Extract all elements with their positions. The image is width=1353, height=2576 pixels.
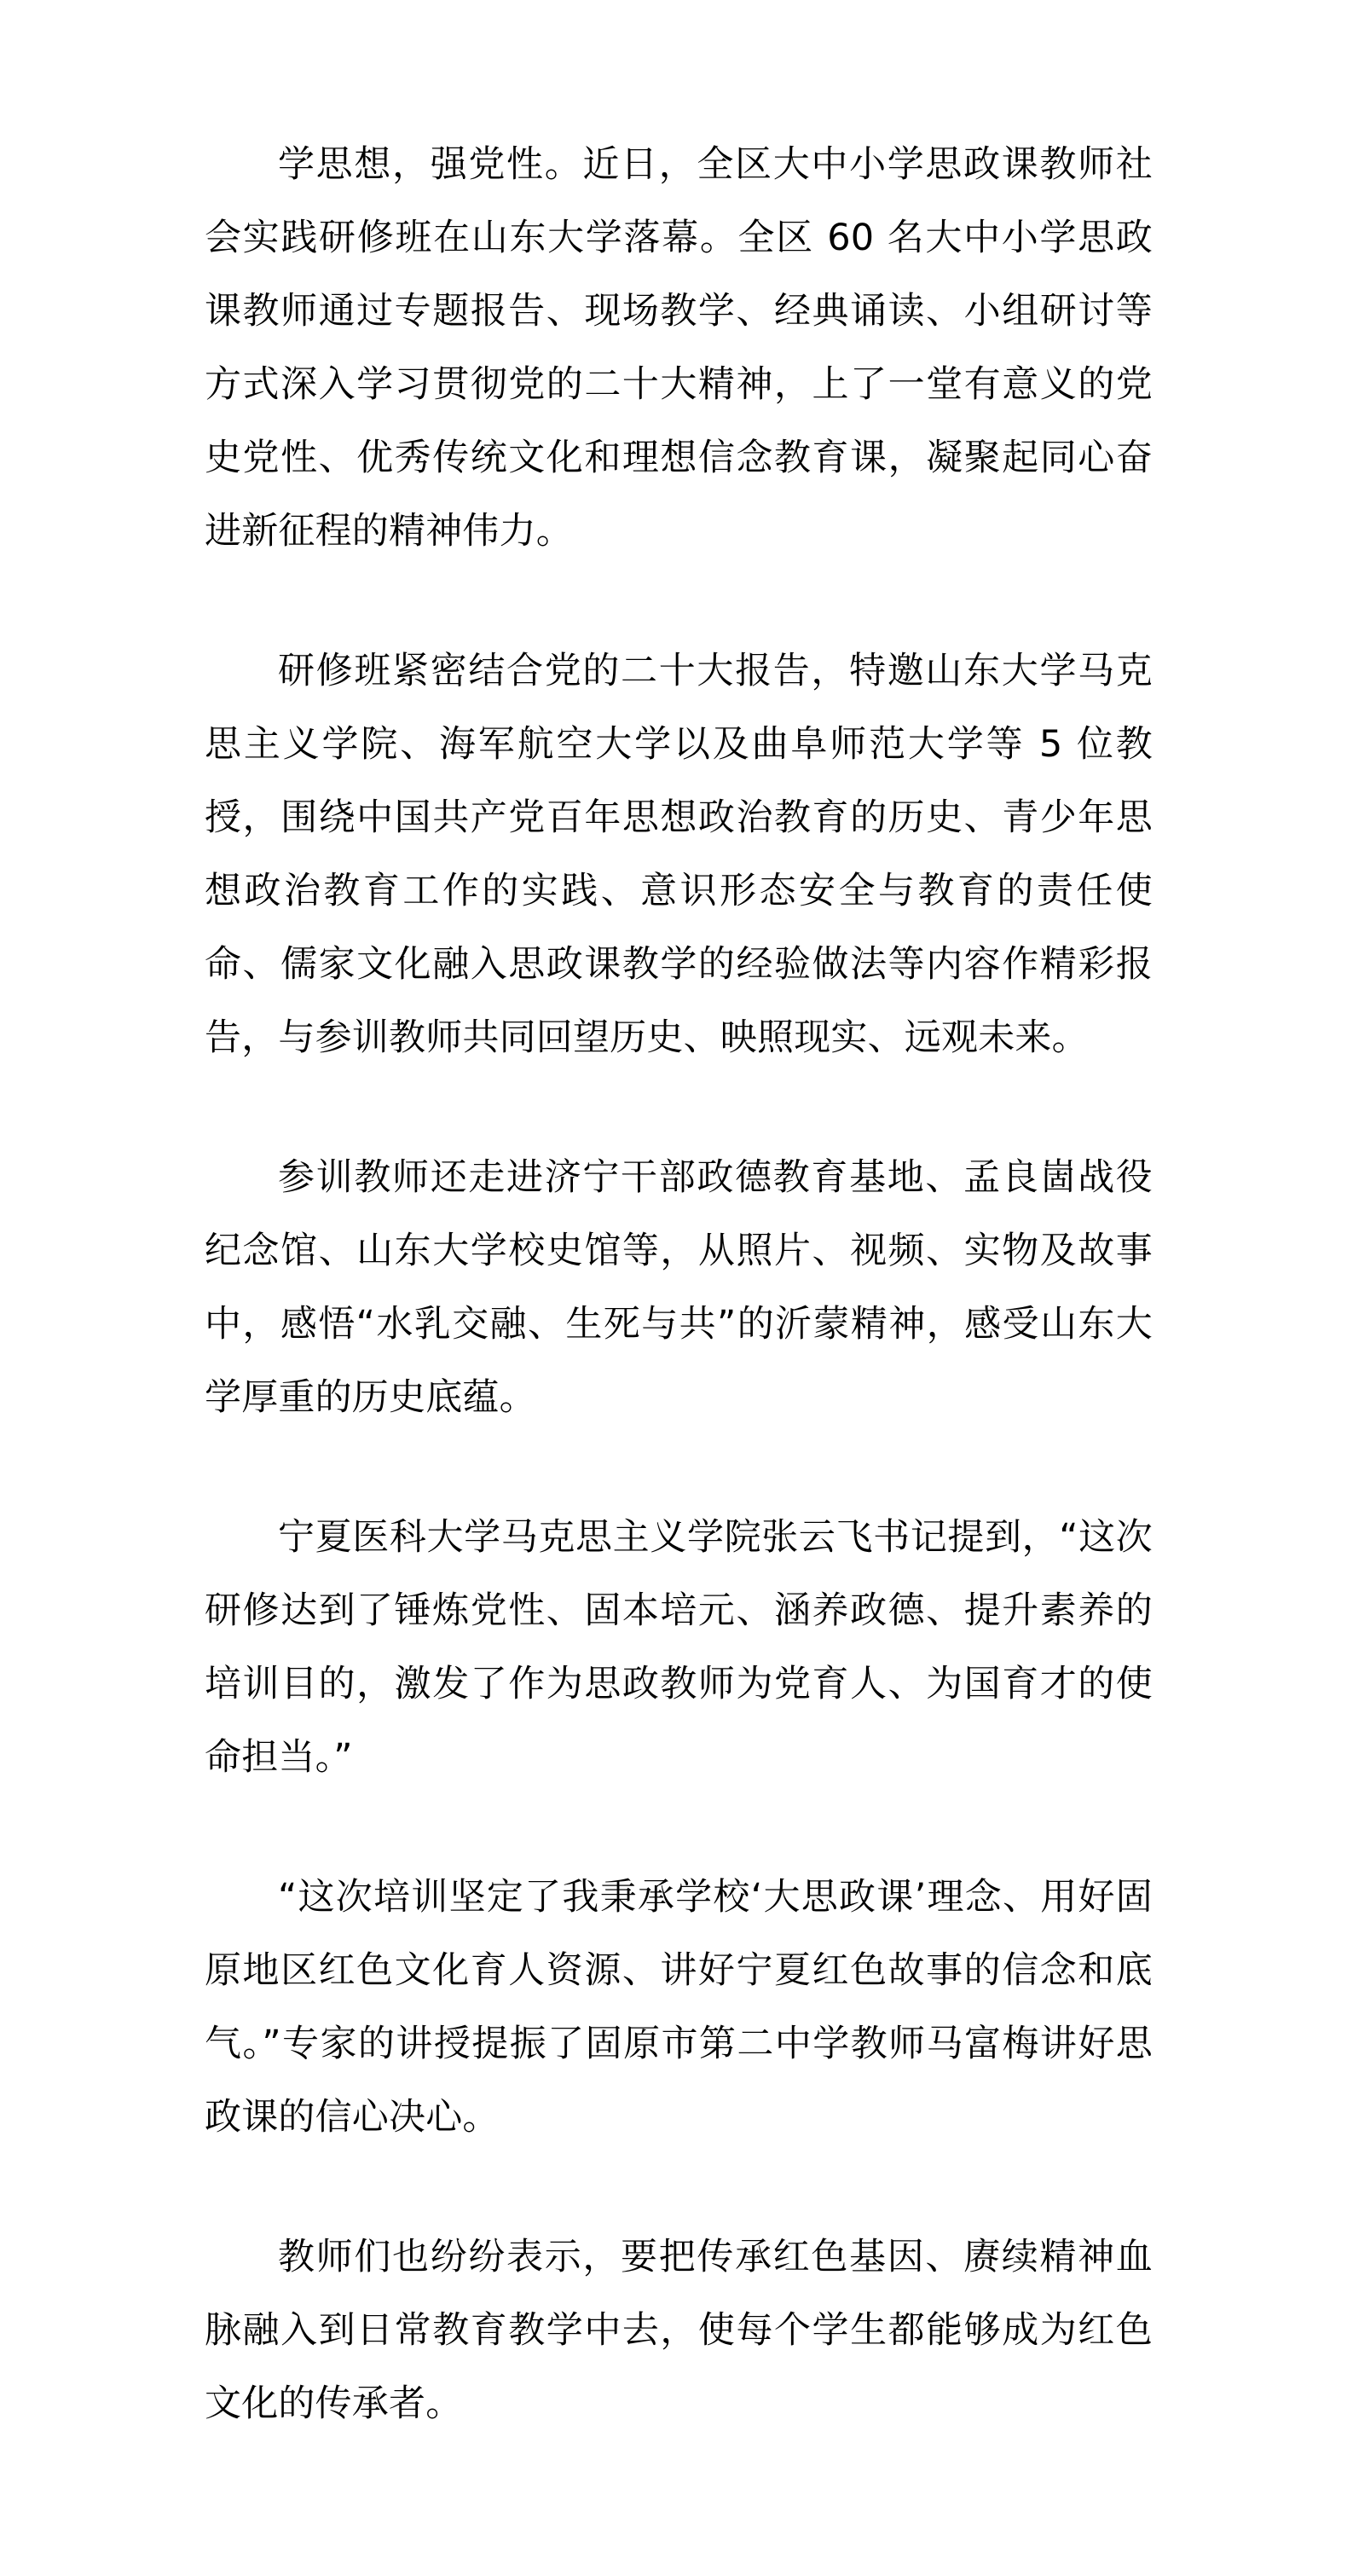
article-body bbox=[205, 128, 1153, 2440]
paragraph-2: 研修班紧密结合党的二十大报告，特邀山东大学马克思主义学院、海军航空大学以及曲阜师范大学等 5 位教授，围绕中国共产党百年思想政治教育的历史、青少年思想政治教育工作的实践、意识形态安全与教育的责任使命、儒家文化融入思政课教学的经验做法等内容作精彩报告，与参训教师共同回望历史、映照现实、远观未来。 bbox=[205, 650, 1153, 1059]
paragraph-6: 教师们也纷纷表示，要把传承红色基因、赓续精神血脉融入到日常教育教学中去，使每个学生都能够成为红色文化的传承者。 bbox=[205, 2236, 1153, 2425]
paragraph-3: 参训教师还走进济宁干部政德教育基地、孟良崮战役纪念馆、山东大学校史馆等，从照片、视频、实物及故事中，感悟“水乳交融、生死与共”的沂蒙精神，感受山东大学厚重的历史底蕴。 bbox=[205, 1156, 1153, 1419]
paragraph-1: 学思想，强党性。近日，全区大中小学思政课教师社会实践研修班在山东大学落幕。全区 60 名大中小学思政课教师通过专题报告、现场教学、经典诵读、小组研讨等方式深入学习贯彻党的二十大精神，上了一堂有意义的党史党性、优秀传统文化和理想信念教育课，凝聚起同心奋进新征程的精神伟力。 bbox=[205, 143, 1153, 553]
paragraph-4: 宁夏医科大学马克思主义学院张云飞书记提到，“这次研修达到了锤炼党性、固本培元、涵养政德、提升素养的培训目的，激发了作为思政教师为党育人、为国育才的使命担当。” bbox=[205, 1516, 1153, 1779]
paragraph-5: “这次培训坚定了我秉承学校‘大思政课’理念、用好固原地区红色文化育人资源、讲好宁夏红色故事的信念和底气。”专家的讲授提振了固原市第二中学教师马富梅讲好思政课的信心决心。 bbox=[205, 1876, 1153, 2139]
